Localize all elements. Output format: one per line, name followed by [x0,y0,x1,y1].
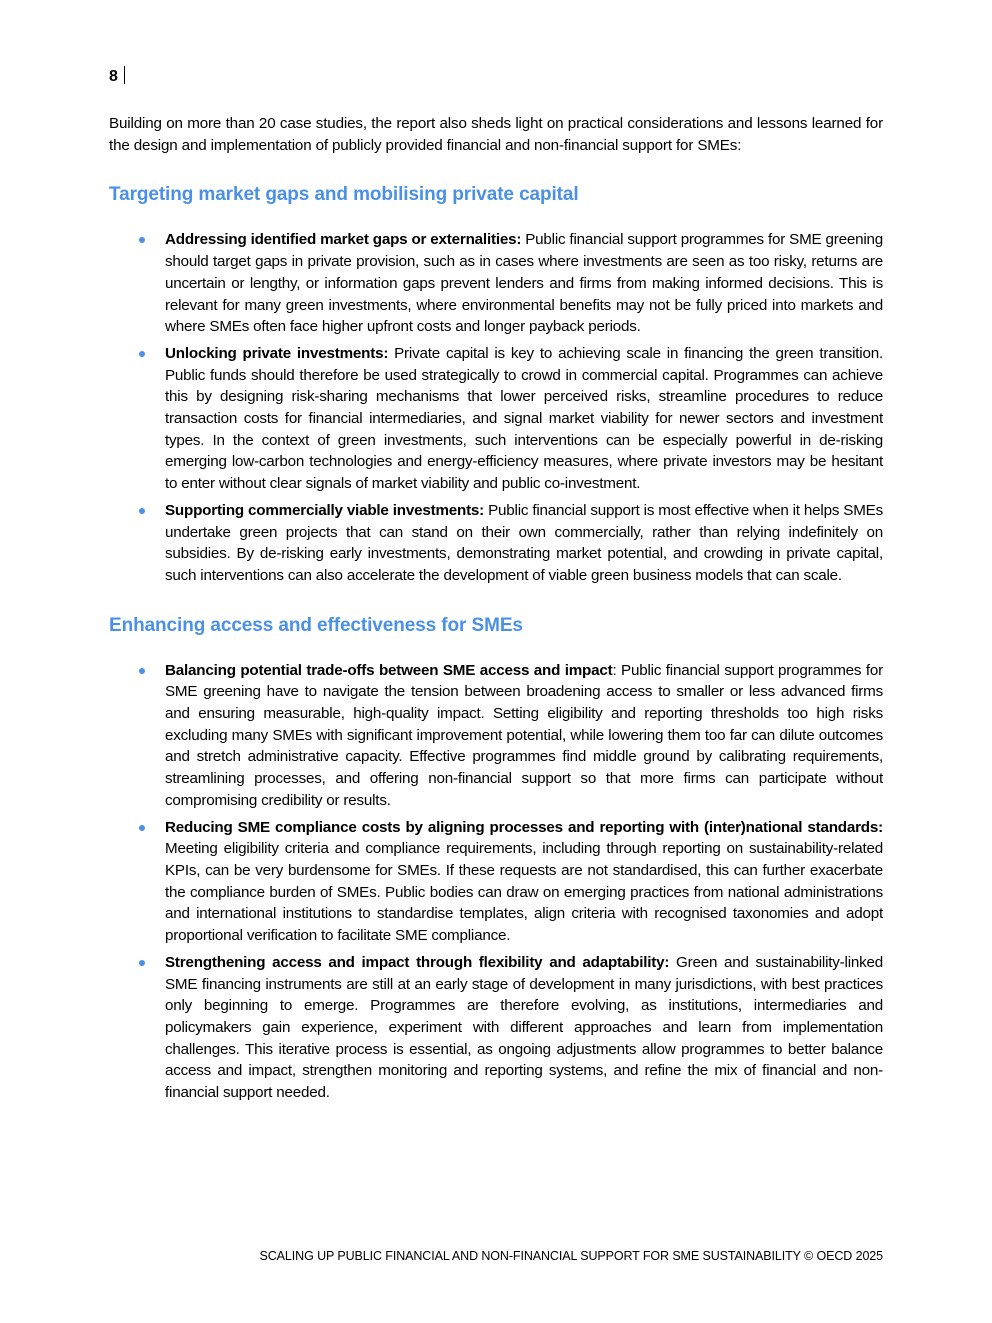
section-heading-market-gaps: Targeting market gaps and mobilising private capital [109,184,579,206]
bullet-text: : Public financial support programmes for SME greening have to navigate the tension between broadening access to smaller or less advanced firms and ensuring measurable, high-quality impact. Setting eligibility and reporting thresholds too high risks excluding many SMEs with significant improvement potential, while lowering them too far can dilute outcomes and stretch administrative capacity. Effective programmes find middle ground by calibrating requirements, streamlining processes, and offering non-financial support so that more firms can participate without compromising credibility or results. [165,661,883,809]
page-number [109,66,125,87]
page-footer: SCALING UP PUBLIC FINANCIAL AND NON-FINANCIAL SUPPORT FOR SME SUSTAINABILITY © OECD 2025 [259,1249,883,1263]
list-item [109,952,883,1104]
bullet-icon [139,351,145,357]
bullet-text: Private capital is key to achieving scale in financing the green transition. Public funds should therefore be used strategically to crowd in commercial capital. Programmes can achieve this by designing risk-sharing mechanisms that lower perceived risks, streamline procedures to reduce transaction costs for financial intermediaries, and signal market viability for newer sectors and investment types. In the context of green investments, such interventions can be especially powerful in de-risking emerging low-carbon technologies and energy-efficiency measures, where private investors may be hesitant to enter without clear signals of market viability and public co-investment. [165,344,883,493]
bullet-icon [139,960,145,966]
bullet-text: Green and sustainability-linked SME financing instruments are still at an early stage of development in many jurisdictions, with best practices only beginning to emerge. Programmes are therefore evolving, as institutions, intermediaries and policymakers gain experience, experiment with different approaches and learn from implementation challenges. This iterative process is essential, as ongoing adjustments allow programmes to better balance access and impact, strengthen monitoring and reporting systems, and refine the mix of financial and non-financial support needed. [165,953,884,1102]
bullet-title: Addressing identified market gaps or externalities: [165,231,522,249]
page-number-separator [124,66,125,84]
list-item [109,817,883,947]
bullet-icon [139,825,145,831]
list-item [109,660,883,812]
bullet-text: Meeting eligibility criteria and compliance requirements, including through reporting on sustainability-related KPIs, can be very burdensome for SMEs. If these requests are not standardised, this can further exacerbate the compliance burden of SMEs. Public bodies can draw on emerging practices from national administrations and international institutions to standardise templates, align criteria with recognised taxonomies and adopt proportional verification to facilitate SME compliance. [165,840,883,945]
page-number-value: 8 [109,68,118,85]
bullet-list-market-gaps [109,229,883,586]
bullet-list-access-effectiveness [109,660,883,1104]
section-heading-access-effectiveness: Enhancing access and effectiveness for SMEs [109,614,523,636]
page-content [109,113,883,1109]
bullet-title: Balancing potential trade-offs between SME access and impact [165,661,613,679]
bullet-title: Unlocking private investments: [165,344,389,362]
bullet-text: Public financial support programmes for SME greening should target gaps in private provision, such as in cases where investments are seen as too risky, returns are uncertain or lengthy, or information gaps prevent lenders and firms from making informed decisions. This is relevant for many green investments, where environmental benefits may not be fully priced into markets and where SMEs often face higher upfront costs and longer payback periods. [165,231,883,336]
bullet-title: Reducing SME compliance costs by aligning processes and reporting with (inter)national standards: [165,818,883,836]
bullet-title: Strengthening access and impact through flexibility and adaptability: [165,953,670,971]
bullet-icon [139,508,145,514]
list-item [109,229,883,338]
intro-paragraph: Building on more than 20 case studies, the report also sheds light on practical considerations and lessons learned for the design and implementation of publicly provided financial and non-financial support for SMEs: [109,115,883,154]
bullet-title: Supporting commercially viable investments: [165,501,485,519]
bullet-icon [139,668,145,674]
list-item [109,343,883,495]
list-item [109,500,883,587]
bullet-icon [139,237,145,243]
bullet-text: Public financial support is most effective when it helps SMEs undertake green projects that can stand on their own commercially, rather than relying indefinitely on subsidies. By de-risking early investments, demonstrating market potential, and crowding in private capital, such interventions can also accelerate the development of viable green business models that can scale. [165,501,883,584]
